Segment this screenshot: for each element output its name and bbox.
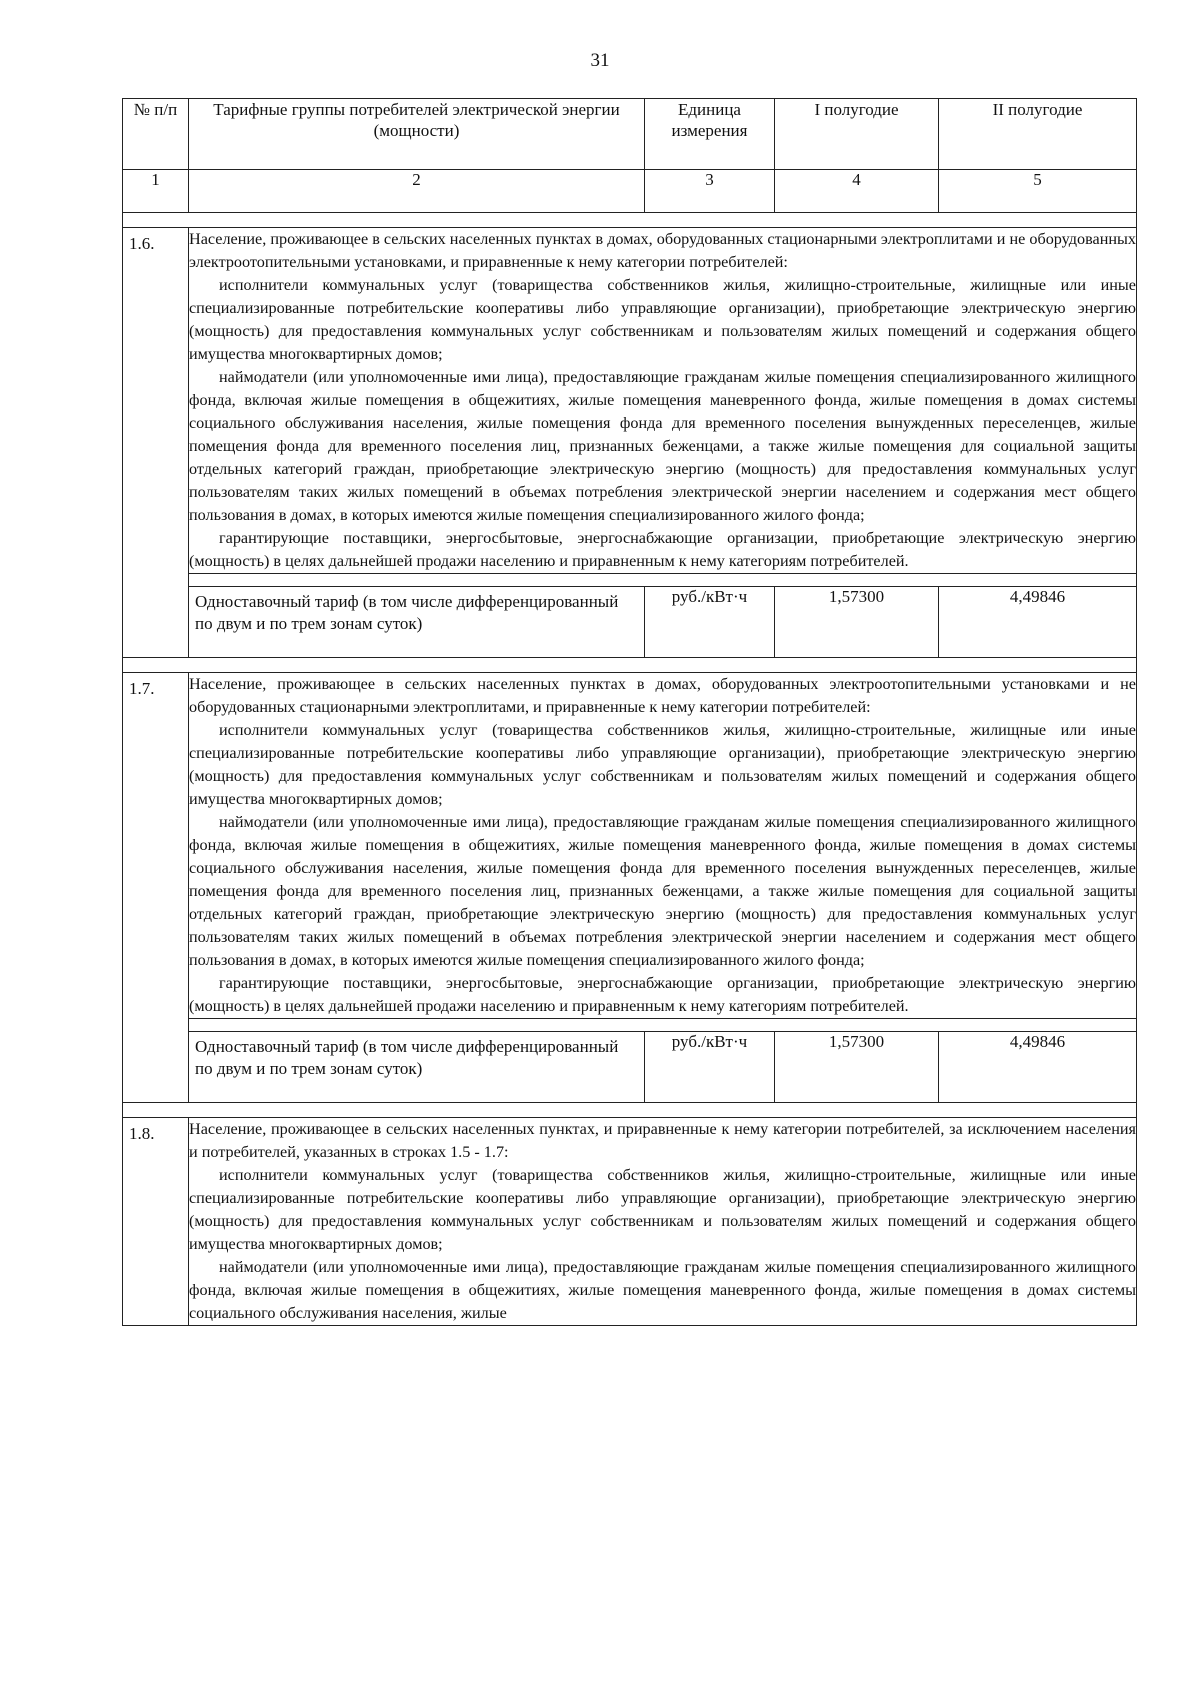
tariff-table — [122, 98, 1137, 1326]
column-numbers-row — [123, 170, 1137, 213]
header-first-half: I полугодие — [775, 99, 939, 170]
tariff-label: Одноставочный тариф (в том числе дифференцированный по двум и по трем зонам суток) — [189, 1032, 645, 1103]
tariff-first-half: 1,57300 — [775, 587, 939, 658]
description-paragraph: наймодатели (или уполномоченные ими лица), предоставляющие гражданам жилые помещения специализированного жилищного фонда, включая жилые помещения в общежитиях, жилые помещения маневренного фонда, жилые помещения в домах системы социального обслуживания населения, жилые помещения фонда для временного поселения вынужденных переселенцев, жилые помещения фонда для временного поселения лиц, признанных беженцами, а также жилые помещения для социальной защиты отдельных категорий граждан, приобретающие электрическую энергию (мощность) для предоставления коммунальных услуг пользователям таких жилых помещений в объемах потребления электрической энергии населением и содержания мест общего пользования в домах, в которых имеются жилые помещения специализированного жилого фонда; — [189, 813, 1136, 969]
row-number: 1.6. — [123, 228, 189, 658]
tariff-second-half: 4,49846 — [939, 587, 1137, 658]
table-row — [123, 228, 1137, 574]
column-number: 2 — [189, 170, 645, 213]
description-paragraph: исполнители коммунальных услуг (товарищества собственников жилья, жилищно-строительные, жилищные или иные специализированные потребительские кооперативы либо управляющие организации), приобретающие электрическую энергию (мощность) для предоставления коммунальных услуг собственникам и пользователям жилых помещений и содержания общего имущества многоквартирных домов; — [189, 1166, 1136, 1253]
description-paragraph: Население, проживающее в сельских населенных пунктах, и приравненные к нему категории потребителей, за исключением населения и потребителей, указанных в строках 1.5 - 1.7: — [189, 1120, 1136, 1161]
gap-row — [123, 574, 1137, 587]
tariff-unit: руб./кВт·ч — [645, 1032, 775, 1103]
row-number: 1.8. — [123, 1118, 189, 1326]
gap-row — [123, 1019, 1137, 1032]
description-paragraph: исполнители коммунальных услуг (товарищества собственников жилья, жилищно-строительные, жилищные или иные специализированные потребительские кооперативы либо управляющие организации), приобретающие электрическую энергию (мощность) для предоставления коммунальных услуг собственникам и пользователям жилых помещений и содержания общего имущества многоквартирных домов; — [189, 721, 1136, 808]
header-tariff-groups: Тарифные группы потребителей электрической энергии (мощности) — [189, 99, 645, 170]
row-number: 1.7. — [123, 673, 189, 1103]
description-paragraph: Население, проживающее в сельских населенных пунктах в домах, оборудованных стационарными электроплитами и не оборудованных электроотопительными установками, и приравненные к нему категории потребителей: — [189, 230, 1136, 271]
header-second-half: II полугодие — [939, 99, 1137, 170]
column-number: 4 — [775, 170, 939, 213]
page-number: 31 — [590, 50, 610, 71]
description-paragraph: гарантирующие поставщики, энергосбытовые, энергоснабжающие организации, приобретающие электрическую энергию (мощность) в целях дальнейшей продажи населению и приравненным к нему категориям потребителей. — [189, 974, 1136, 1015]
description-paragraph: исполнители коммунальных услуг (товарищества собственников жилья, жилищно-строительные, жилищные или иные специализированные потребительские кооперативы либо управляющие организации), приобретающие электрическую энергию (мощность) для предоставления коммунальных услуг собственникам и пользователям жилых помещений и содержания общего имущества многоквартирных домов; — [189, 276, 1136, 363]
tariff-second-half: 4,49846 — [939, 1032, 1137, 1103]
header-unit: Единица измерения — [645, 99, 775, 170]
spacer-row — [123, 1103, 1137, 1118]
tariff-row — [123, 1032, 1137, 1103]
description-paragraph: гарантирующие поставщики, энергосбытовые, энергоснабжающие организации, приобретающие электрическую энергию (мощность) в целях дальнейшей продажи населению и приравненным к нему категориям потребителей. — [189, 529, 1136, 570]
column-number: 3 — [645, 170, 775, 213]
row-description — [189, 1118, 1137, 1326]
row-description — [189, 228, 1137, 574]
table-row — [123, 1118, 1137, 1326]
description-paragraph: наймодатели (или уполномоченные ими лица), предоставляющие гражданам жилые помещения специализированного жилищного фонда, включая жилые помещения в общежитиях, жилые помещения маневренного фонда, жилые помещения в домах системы социального обслуживания населения, жилые помещения фонда для временного поселения вынужденных переселенцев, жилые помещения фонда для временного поселения лиц, признанных беженцами, а также жилые помещения для социальной защиты отдельных категорий граждан, приобретающие электрическую энергию (мощность) для предоставления коммунальных услуг пользователям таких жилых помещений в объемах потребления электрической энергии населением и содержания мест общего пользования в домах, в которых имеются жилые помещения специализированного жилого фонда; — [189, 368, 1136, 524]
row-description — [189, 673, 1137, 1019]
column-number: 5 — [939, 170, 1137, 213]
spacer-row — [123, 213, 1137, 228]
tariff-label: Одноставочный тариф (в том числе дифференцированный по двум и по трем зонам суток) — [189, 587, 645, 658]
description-paragraph: Население, проживающее в сельских населенных пунктах в домах, оборудованных электроотопительными установками и не оборудованных стационарными электроплитами, и приравненные к нему категории потребителей: — [189, 675, 1136, 716]
description-paragraph: наймодатели (или уполномоченные ими лица), предоставляющие гражданам жилые помещения специализированного жилищного фонда, включая жилые помещения в общежитиях, жилые помещения маневренного фонда, жилые помещения в домах системы социального обслуживания населения, жилые — [189, 1258, 1136, 1322]
table-row — [123, 673, 1137, 1019]
table-header-row — [123, 99, 1137, 170]
tariff-first-half: 1,57300 — [775, 1032, 939, 1103]
spacer-row — [123, 658, 1137, 673]
header-number: № п/п — [123, 99, 189, 170]
tariff-row — [123, 587, 1137, 658]
tariff-unit: руб./кВт·ч — [645, 587, 775, 658]
column-number: 1 — [123, 170, 189, 213]
